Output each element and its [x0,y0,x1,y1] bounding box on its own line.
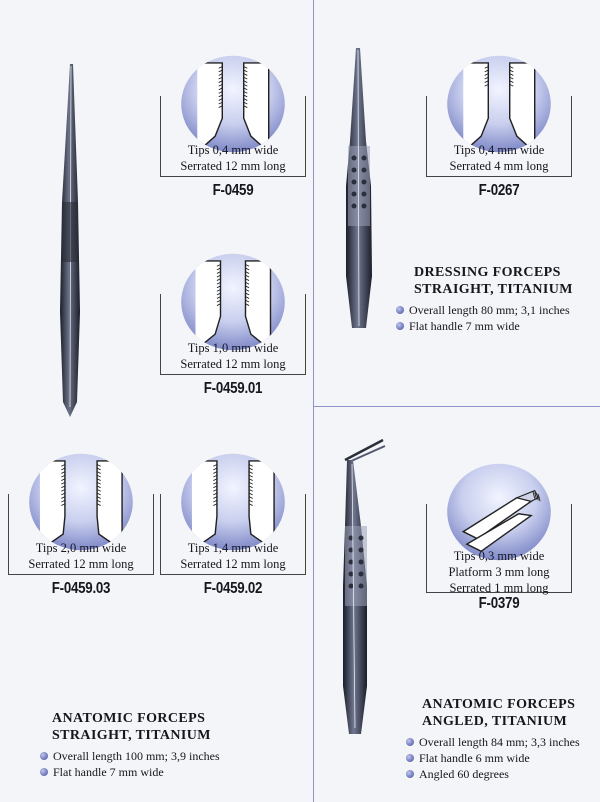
dressing-forceps-image [338,46,388,336]
product-code: F-0459.01 [203,380,263,397]
bullet-icon [40,768,48,776]
anatomic-angled-forceps-image [335,436,395,736]
bullet-icon [406,754,414,762]
product-code: F-0459.02 [203,580,263,597]
spec-line: Serrated 12 mm long [180,357,286,371]
spec-text [426,548,572,596]
spec-item: Overall length 80 mm; 3,1 inches [396,302,573,318]
spec-text [160,142,306,174]
bullet-icon [406,738,414,746]
product-code: F-0379 [478,595,520,612]
spec-line: Tips 0,4 mm wide [453,143,545,157]
bullet-icon [396,322,404,330]
spec-text [160,540,306,572]
spec-text [8,540,154,572]
product-title [422,696,580,730]
product-code: F-0459 [212,182,254,199]
title-line-2: STRAIGHT, TITANIUM [52,728,211,743]
magnifier-lens-icon [443,54,555,154]
title-line-1: DRESSING FORCEPS [414,265,561,280]
anatomic-straight-forceps-image [42,62,102,432]
spec-item: Flat handle 7 mm wide [396,318,573,334]
title-line-2: ANGLED, TITANIUM [422,714,568,729]
spec-list [396,302,573,334]
product-anatomic-angled [419,696,580,782]
magnifier-lens-icon [25,452,137,552]
magnifier-lens-icon [443,462,555,562]
spec-line: Serrated 12 mm long [180,557,286,571]
product-anatomic-straight [52,710,220,780]
product-code: F-0267 [478,182,520,199]
spec-list [406,734,580,782]
vertical-divider [313,0,314,802]
spec-line: Platform 3 mm long [448,565,550,579]
magnifier-lens-icon [177,54,289,154]
spec-list [40,748,220,780]
spec-line: Tips 1,0 mm wide [187,341,279,355]
product-title [414,264,573,298]
spec-text [426,142,572,174]
spec-item: Flat handle 6 mm wide [406,750,580,766]
spec-item: Angled 60 degrees [406,766,580,782]
spec-line: Serrated 12 mm long [28,557,134,571]
spec-item: Flat handle 7 mm wide [40,764,220,780]
bullet-icon [406,770,414,778]
product-dressing-forceps [409,264,573,334]
spec-line: Tips 2,0 mm wide [35,541,127,555]
magnifier-lens-icon [177,452,289,552]
spec-line: Tips 1,4 mm wide [187,541,279,555]
spec-item: Overall length 100 mm; 3,9 inches [40,748,220,764]
spec-line: Serrated 12 mm long [180,159,286,173]
spec-line: Tips 0,4 mm wide [187,143,279,157]
title-line-2: STRAIGHT, TITANIUM [414,282,573,297]
title-line-1: ANATOMIC FORCEPS [52,711,206,726]
magnifier-lens-icon [177,252,289,352]
spec-line: Serrated 4 mm long [449,159,549,173]
horizontal-divider [313,406,600,407]
spec-item: Overall length 84 mm; 3,3 inches [406,734,580,750]
spec-line: Serrated 1 mm long [449,581,549,595]
title-line-1: ANATOMIC FORCEPS [422,697,576,712]
spec-text [160,340,306,372]
bullet-icon [40,752,48,760]
spec-line: Tips 0,3 mm wide [453,549,545,563]
product-title [52,710,220,744]
product-code: F-0459.03 [51,580,111,597]
bullet-icon [396,306,404,314]
